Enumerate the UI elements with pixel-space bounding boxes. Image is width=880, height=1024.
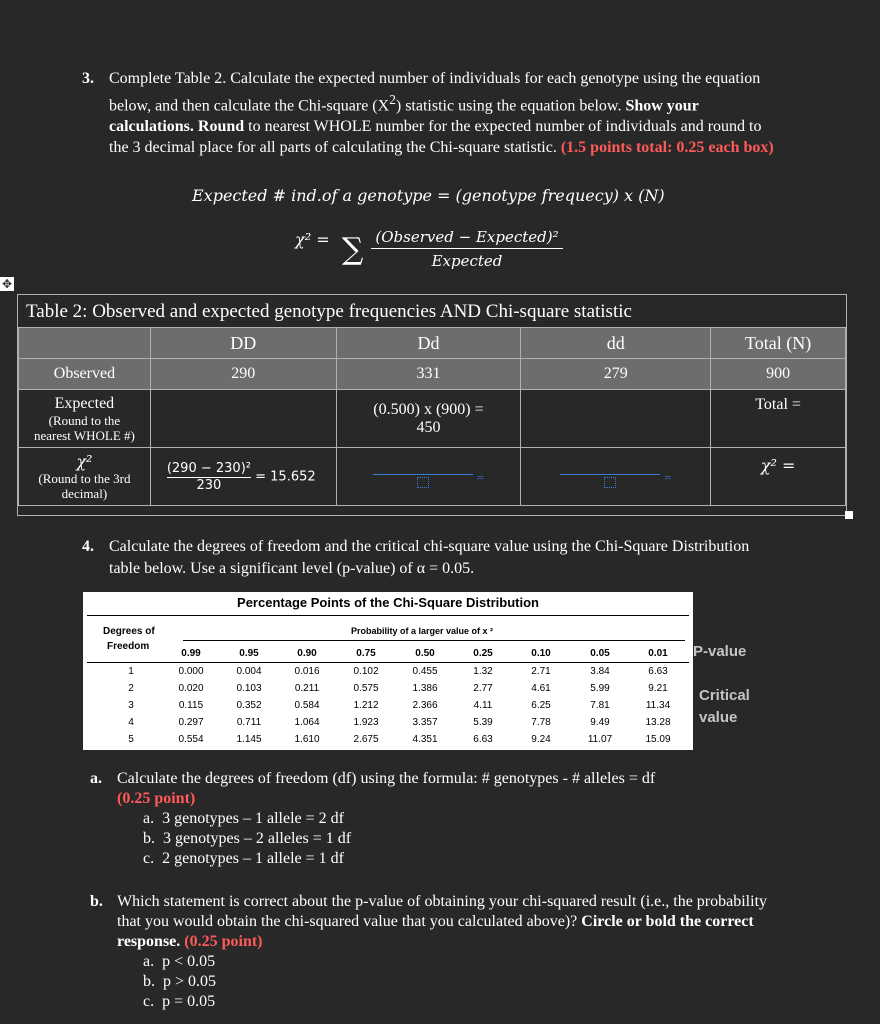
table-cell: 0.103 [236, 683, 262, 694]
table-cell: 7.78 [531, 717, 551, 728]
table-cell: 0.455 [412, 666, 438, 677]
table-cell: 0.575 [353, 683, 379, 694]
question-4 [82, 536, 782, 580]
table-cell: 5.39 [473, 717, 493, 728]
table-cell: 1.386 [412, 683, 438, 694]
question-4b: b. Which statement is correct about the p-value of obtaining your chi-squared result (i.e., the probability that you would obtain the chi-squared value that you calculated above)? Circle or bold the correct response. (0.25 point) a. p < 0.05 b. p > 0.05 c. p = 0.05 [90, 892, 790, 1012]
table-cell: 0.584 [294, 700, 320, 711]
question-4a: a. Calculate the degrees of freedom (df) using the formula: # genotypes - # alleles = df (0.25 point) a. 3 genotypes – 1 allele = 2 df b. 3 genotypes – 2 alleles = 1 df c. 2 genotypes – 1 allele = 1 df [90, 769, 790, 869]
table-move-handle-icon[interactable]: ✥ [1, 277, 13, 291]
chi-square-distribution-table [83, 592, 693, 750]
table-cell: 1.610 [294, 734, 320, 745]
expected-label-cell: Expected (Round to the nearest WHOLE #) [19, 390, 151, 448]
table-cell: 0.211 [294, 683, 320, 694]
probability-header: 0.05 [590, 648, 610, 659]
observed-total: 900 [711, 359, 846, 390]
chi-formula-lhs: χ² = [295, 230, 330, 249]
table-row [19, 448, 846, 506]
option-a[interactable]: a. p < 0.05 [143, 953, 216, 970]
observed-dd: 279 [521, 359, 711, 390]
probability-header: 0.10 [531, 648, 551, 659]
table-cell: 4.351 [412, 734, 438, 745]
option-a[interactable]: a. 3 genotypes – 1 allele = 2 df [143, 810, 344, 827]
table-cell: 9.24 [531, 734, 551, 745]
table-cell: 3.357 [412, 717, 438, 728]
chi-Dd-input[interactable]: = [336, 448, 521, 506]
table-cell: 1.064 [294, 717, 320, 728]
option-c[interactable]: c. 2 genotypes – 1 allele = 1 df [143, 850, 344, 867]
table-cell: 0.711 [236, 717, 262, 728]
df-cell: 5 [128, 734, 134, 745]
probability-header: 0.01 [648, 648, 668, 659]
table-cell: 2.366 [412, 700, 438, 711]
question-3-text: Complete Table 2. Calculate the expected number of individuals for each genotype using the equation below, and then calculate the Chi-square $(X^2)$ statistic using the equation below. Show your calculations. Round to nearest WHOLE number for the expected number of individuals and round to the 3 decimal place for all parts of calculating the Chi-square statistic. (1.5 points total: 0.25 each box) [109, 70, 774, 157]
df-cell: 4 [128, 717, 134, 728]
chi-label-cell: χ² (Round to the 3rd decimal) [19, 448, 151, 506]
probability-header: 0.75 [356, 648, 376, 659]
table-cell: 0.297 [178, 717, 204, 728]
option-b[interactable]: b. p > 0.05 [143, 973, 217, 990]
table-2-title: Table 2: Observed and expected genotype frequencies AND Chi-square statistic [26, 301, 632, 322]
resize-handle[interactable] [845, 511, 853, 519]
df-cell: 3 [128, 700, 134, 711]
table-cell: 13.28 [645, 717, 671, 728]
table-cell: 4.11 [473, 700, 493, 711]
table-cell: 6.63 [473, 734, 493, 745]
chi-DD: $\frac{\text{(290 − 230)²}}{230}$ = 15.652 [150, 448, 336, 506]
table-2-grid [18, 327, 846, 506]
table-cell: 0.102 [353, 666, 379, 677]
df-cell: 2 [128, 683, 134, 694]
table-cell: 0.020 [178, 683, 204, 694]
table-cell: 0.554 [178, 734, 204, 745]
table-cell: 15.09 [645, 734, 671, 745]
critical-annotation: Critical [699, 687, 750, 704]
probability-label: Probability of a larger value of x ² [351, 626, 494, 636]
header-cell: DD [150, 328, 336, 359]
table-cell: 9.21 [648, 683, 668, 694]
header-cell: Dd [336, 328, 521, 359]
observed-DD: 290 [150, 359, 336, 390]
equation-field[interactable] [373, 466, 473, 482]
expected-Dd: (0.500) x (900) = 450 [336, 390, 521, 448]
points-label: (0.25 point) [117, 790, 196, 807]
observed-label: Observed [19, 359, 151, 390]
equation-field[interactable] [560, 466, 660, 482]
chi-table-title: Percentage Points of the Chi-Square Distribution [237, 595, 539, 610]
points-label: (0.25 point) [184, 933, 263, 950]
df-label: Freedom [107, 641, 150, 652]
table-row [19, 359, 846, 390]
table-cell: 1.923 [353, 717, 379, 728]
table-cell: 1.32 [473, 666, 493, 677]
table-cell: 6.63 [648, 666, 668, 677]
probability-header: 0.50 [415, 648, 435, 659]
probability-header: 0.90 [297, 648, 317, 659]
option-list [143, 809, 790, 869]
table-cell: 0.352 [236, 700, 262, 711]
header-cell [19, 328, 151, 359]
expected-dd-input[interactable] [521, 390, 711, 448]
question-number: 4. [82, 538, 94, 555]
observed-Dd: 331 [336, 359, 521, 390]
table-cell: 2.77 [473, 683, 493, 694]
table-cell: 0.016 [294, 666, 320, 677]
table-cell: 1.212 [353, 700, 379, 711]
table-cell: 7.81 [590, 700, 610, 711]
question-4b-text: Which statement is correct about the p-value of obtaining your chi-squared result (i.e., the probability that you would obtain the chi-squared value that you calculated above)? [117, 893, 768, 930]
header-cell: Total (N) [711, 328, 846, 359]
question-number: 3. [82, 70, 94, 87]
table-cell: 1.145 [236, 734, 262, 745]
points-label: (1.5 points total: 0.25 each box) [560, 139, 774, 157]
table-cell: 2.675 [353, 734, 379, 745]
option-c[interactable]: c. p = 0.05 [143, 993, 216, 1010]
p-value-annotation: P-value [693, 643, 747, 660]
header-cell: dd [521, 328, 711, 359]
table-row [19, 328, 846, 359]
expected-total-input[interactable]: Total = [711, 390, 846, 448]
table-cell: 3.84 [590, 666, 610, 677]
df-label: Degrees of [103, 626, 155, 637]
probability-header: 0.99 [181, 648, 201, 659]
table-cell: 5.99 [590, 683, 610, 694]
question-3 [82, 68, 782, 158]
question-4-text: Calculate the degrees of freedom and the critical chi-square value using the Chi-Square Distribution table below. Use a significant level (p-value) of α = 0.05. [109, 538, 750, 577]
expected-formula: Expected # ind.of a genotype = (genotype frequecy) x (N) [192, 186, 665, 205]
expected-DD-input[interactable] [150, 390, 336, 448]
probability-header: 0.25 [473, 648, 493, 659]
table-row [19, 390, 846, 448]
table-cell: 0.004 [236, 666, 262, 677]
chi-formula-fraction [371, 228, 563, 270]
chi-dd-input[interactable]: = [521, 448, 711, 506]
chi-formula-denominator: Expected [431, 252, 503, 270]
table-cell: 0.115 [178, 700, 204, 711]
chi-formula-numerator: (Observed − Expected)² [371, 228, 563, 249]
df-cell: 1 [128, 666, 134, 677]
value-annotation: value [699, 709, 738, 726]
chi-total-input[interactable]: χ² = [711, 448, 846, 506]
table-cell: 9.49 [590, 717, 610, 728]
table-2 [17, 294, 847, 516]
option-b[interactable]: b. 3 genotypes – 2 alleles = 1 df [143, 830, 352, 847]
table-cell: 2.71 [531, 666, 551, 677]
table-cell: 6.25 [531, 700, 551, 711]
sigma-symbol: ∑ [342, 232, 364, 267]
option-list [143, 952, 790, 1012]
question-4a-text: Calculate the degrees of freedom (df) using the formula: # genotypes - # alleles = df [117, 770, 656, 787]
table-cell: 0.000 [178, 666, 204, 677]
table-cell: 4.61 [531, 683, 551, 694]
table-cell: 11.07 [587, 734, 613, 745]
probability-header: 0.95 [239, 648, 259, 659]
table-cell: 11.34 [645, 700, 671, 711]
